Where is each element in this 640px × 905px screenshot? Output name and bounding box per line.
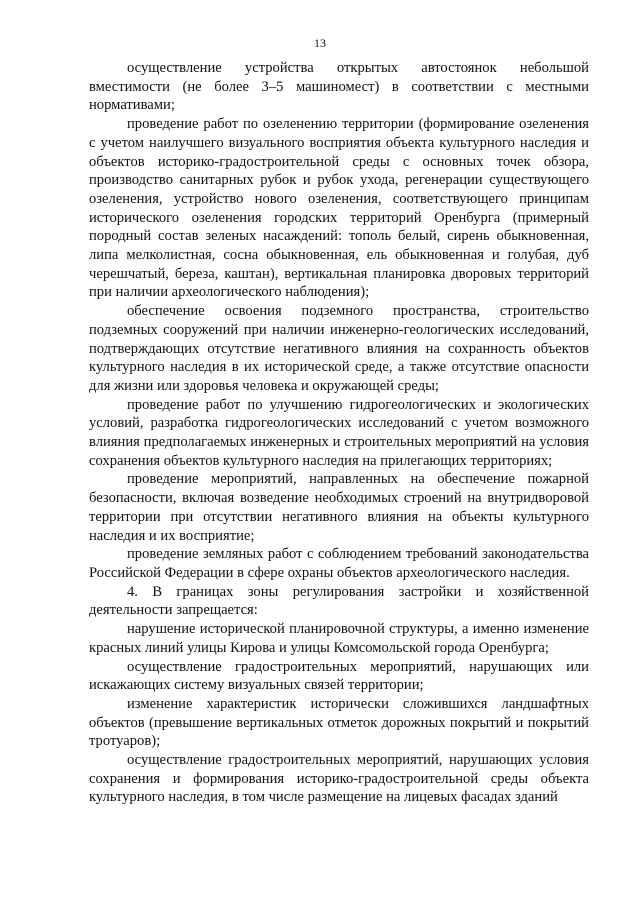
- document-body: [89, 59, 589, 807]
- paragraph-hydrogeology: проведение работ по улучшению гидрогеологических и экологических условий, разработка гидрогеологических исследований с учетом возможного влияния предполагаемых инженерных и строительных мероприятий на условия сохранения объектов культурного наследия на прилегающих территориях;: [89, 396, 589, 469]
- paragraph-planning-structure: нарушение исторической планировочной структуры, а именно изменение красных линий улицы Кирова и улицы Комсомольской города Оренбурга;: [89, 621, 589, 656]
- paragraph-earthworks: проведение земляных работ с соблюдением требований законодательства Российской Федерации в сфере охраны объектов археологического наследия.: [89, 546, 589, 581]
- paragraph-landscaping: проведение работ по озеленению территории (формирование озеленения с учетом наилучшего визуального восприятия объекта культурного наследия и объектов историко-градостроительной среды с основных точек обзора, производство санитарных рубок и рубок ухода, регенерации существующего озеленения, устройство нового озеленения, соответствующего принципам исторического озеленения городских территорий Оренбурга (примерный породный состав зеленых насаждений: тополь белый, сирень обыкновенная, липа мелколистная, сосна обыкновенная, ель обыкновенная и голубая, дуб черешчатый, береза, каштан), вертикальная планировка дворовых территорий при наличии археологического наблюдения);: [89, 116, 589, 301]
- page-number: 13: [314, 36, 326, 50]
- paragraph-visual-links: осуществление градостроительных мероприятий, нарушающих или искажающих систему визуальных связей территории;: [89, 658, 589, 694]
- paragraph-underground: обеспечение освоения подземного пространства, строительство подземных сооружений при наличии инженерно-геологических исследований, подтверждающих отсутствие негативного влияния на сохранность объектов культурного наследия в их исторической среде, а также отсутствие опасности для жизни или здоровья человека и окружающей среды;: [89, 303, 589, 394]
- paragraph-section-4-heading: 4. В границах зоны регулирования застройки и хозяйственной деятельности запрещается:: [89, 583, 589, 619]
- paragraph-landscape-objects: изменение характеристик исторически сложившихся ландшафтных объектов (превышение вертикальных отметок дорожных покрытий и покрытий тротуаров);: [89, 695, 589, 750]
- paragraph-fire-safety: проведение мероприятий, направленных на обеспечение пожарной безопасности, включая возведение необходимых строений на внутридворовой территории при отсутствии негативного влияния на объекты культурного наследия и их восприятие;: [89, 471, 589, 544]
- paragraph-facades: осуществление градостроительных мероприятий, нарушающих условия сохранения и формирования историко-градостроительной среды объекта культурного наследия, в том числе размещение на лицевых фасадах зданий: [89, 752, 589, 806]
- paragraph-parking: осуществление устройства открытых автостоянок небольшой вместимости (не более 3–5 машиномест) в соответствии с местными нормативами;: [89, 60, 589, 114]
